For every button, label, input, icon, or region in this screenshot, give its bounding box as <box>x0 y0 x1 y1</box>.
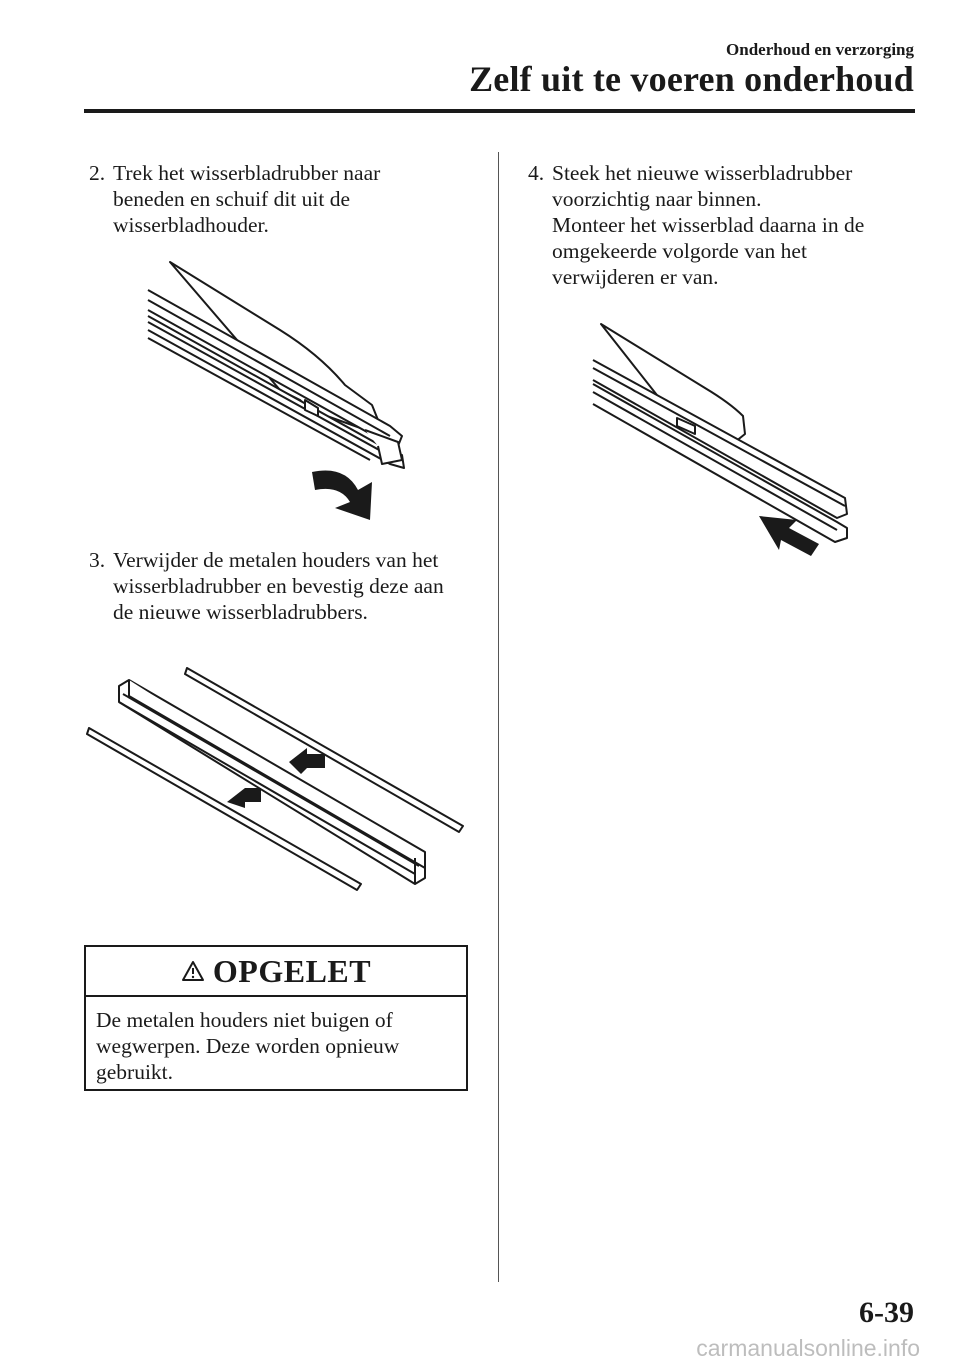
step-text: verwijderen er van. <box>552 265 719 289</box>
caution-line: De metalen houders niet buigen of <box>96 1008 393 1032</box>
caution-text <box>86 997 466 1085</box>
step-text: voorzichtig naar binnen. <box>552 187 762 211</box>
page-number: 6-39 <box>859 1296 914 1329</box>
page-title: Zelf uit te voeren onderhoud <box>469 59 914 99</box>
step-4 <box>528 160 928 290</box>
step-text: Steek het nieuwe wisserbladrubber <box>552 161 853 185</box>
caution-line: gebruikt. <box>96 1060 174 1084</box>
warning-triangle-icon <box>181 960 205 982</box>
column-divider <box>498 152 499 1282</box>
step-text: Verwijder de metalen houders van het <box>113 548 439 572</box>
step-text: Monteer het wisserblad daarna in de <box>552 213 865 237</box>
header-rule <box>84 109 915 113</box>
step-number: 2. <box>89 161 106 185</box>
step-number: 4. <box>528 161 545 185</box>
step-text: omgekeerde volgorde van het <box>552 239 807 263</box>
step-number: 3. <box>89 548 106 572</box>
caution-line: wegwerpen. Deze worden opnieuw <box>96 1034 400 1058</box>
step-text: wisserbladhouder. <box>113 213 269 237</box>
step-text: Trek het wisserbladrubber naar <box>113 161 381 185</box>
metal-holders-illustration <box>85 662 470 894</box>
section-heading: Onderhoud en verzorging <box>726 40 914 59</box>
watermark: carmanualsonline.info <box>696 1335 920 1361</box>
step-2 <box>89 160 489 238</box>
caution-box <box>84 945 468 1091</box>
wiper-rubber-pull-illustration <box>140 250 430 530</box>
step-text: beneden en schuif dit uit de <box>113 187 351 211</box>
caution-title: OPGELET <box>212 952 372 989</box>
caution-header <box>86 947 466 997</box>
step-text: wisserbladrubber en bevestig deze aan <box>113 574 444 598</box>
step-3 <box>89 547 489 625</box>
step-text: de nieuwe wisserbladrubbers. <box>113 600 368 624</box>
wiper-rubber-insert-illustration <box>585 318 860 563</box>
